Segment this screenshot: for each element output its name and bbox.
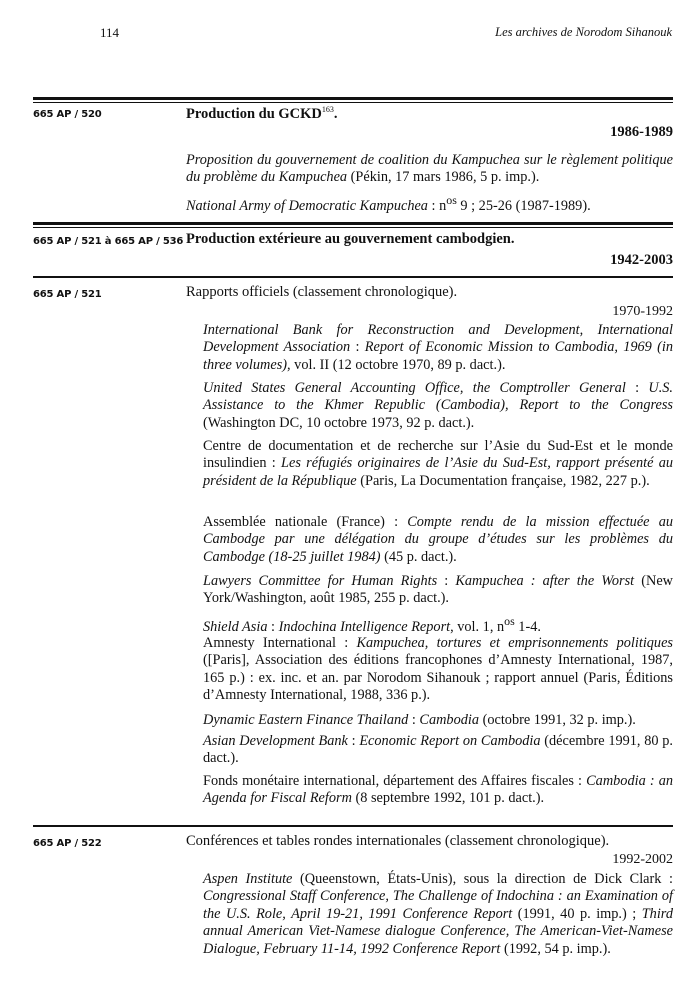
rule — [33, 825, 673, 827]
section-520 — [33, 97, 673, 214]
archive-code: 665 AP / 522 — [33, 838, 102, 849]
list-item: Fonds monétaire international, département des Affaires fiscales : Cambodia : an Agenda for Fiscal Reform (8 septembre 1992, 101 p. dact.). — [203, 773, 673, 807]
page-number: 114 — [100, 25, 120, 40]
double-rule — [33, 97, 673, 100]
list-item: Asian Development Bank : Economic Report on Cambodia (décembre 1991, 80 p. dact.). — [203, 733, 673, 767]
section-dates: 1942-2003 — [610, 252, 673, 268]
list-item: Lawyers Committee for Human Rights : Kampuchea : after the Worst (New York/Washington, août 1985, 255 p. dact.). — [203, 573, 673, 607]
section-title: Rapports officiels (classement chronologique). — [186, 284, 458, 300]
section-title: Production du GCKD$^{163}$. — [186, 105, 338, 122]
section-title: Conférences et tables rondes internationales (classement chronologique). — [186, 833, 610, 849]
archive-code: 665 AP / 521 — [33, 289, 102, 300]
running-title: Les archives de Norodom Sihanouk — [495, 25, 672, 39]
list-item: Centre de documentation et de recherche sur l’Asie du Sud-Est et le monde insulindien : Les réfugiés originaires de l’Asie du Sud-Est, rapport présenté au président de la République (Paris, La Documentation française, 1982, 227 p.). — [203, 438, 673, 489]
archive-code: 665 AP / 520 — [33, 109, 102, 120]
section-dates: 1970-1992 — [612, 304, 673, 319]
list-item: Shield Asia : Indochina Intelligence Report, vol. 1, $n^{os}$ 1-4. — [203, 614, 541, 635]
list-item: Proposition du gouvernement de coalition du Kampuchea sur le règlement politique du problème du Kampuchea (Pékin, 17 mars 1986, 5 p. imp.). — [186, 152, 673, 186]
section-522 — [33, 825, 674, 957]
section-dates: 1986-1989 — [610, 124, 673, 140]
section-dates: 1992-2002 — [612, 852, 673, 867]
list-item: Dynamic Eastern Finance Thailand : Cambodia (octobre 1991, 32 p. imp.). — [203, 712, 636, 728]
archive-code: 665 AP / 521 à 665 AP / 536 — [33, 236, 184, 247]
page-header — [0, 25, 700, 43]
list-item: Assemblée nationale (France) : Compte rendu de la mission effectuée au Cambodge par une délégation du groupe d’études sur les problèmes du Cambodge (18-25 juillet 1984) (45 p. dact.). — [203, 514, 673, 565]
rule — [33, 276, 673, 278]
list-item: Amnesty International : Kampuchea, tortures et emprisonnements politiques ([Paris], Association des éditions francophones d’Amnesty International, 1987, 165 p.) : ex. inc. et an. par Norodom Sihanouk ; rapport annuel (Paris, Éditions d’Amnesty International, 1988, 336 p.). — [203, 635, 673, 704]
list-item: Aspen Institute (Queenstown, États-Unis), sous la direction de Dick Clark : Congressional Staff Conference, The Challenge of Indochina : an Examination of the U.S. Role, April 19-21, 1991 Conference Report (1991, 40 p. imp.) ; Third annual American Viet-Namese dialogue Conference, The American-Viet-Namese Dialogue, February 11-14, 1992 Conference Report (1992, 54 p. imp.). — [203, 871, 674, 957]
list-item: National Army of Democratic Kampuchea : $n^{os}$ 9 ; 25-26 (1987-1989). — [186, 193, 591, 214]
section-521 — [33, 276, 673, 807]
section-521-536 — [33, 222, 673, 268]
section-title: Production extérieure au gouvernement cambodgien. — [186, 231, 515, 247]
double-rule — [33, 222, 673, 225]
footnote-ref: 163 — [321, 105, 334, 114]
list-item: International Bank for Reconstruction and Development, International Development Association : Report of Economic Mission to Cambodia, 1969 (in three volumes), vol. II (12 octobre 1970, 89 p. dact.). — [203, 322, 673, 373]
list-item: United States General Accounting Office, the Comptroller General : U.S. Assistance to the Khmer Republic (Cambodia), Report to the Congress (Washington DC, 10 octobre 1973, 92 p. dact.). — [203, 380, 673, 431]
